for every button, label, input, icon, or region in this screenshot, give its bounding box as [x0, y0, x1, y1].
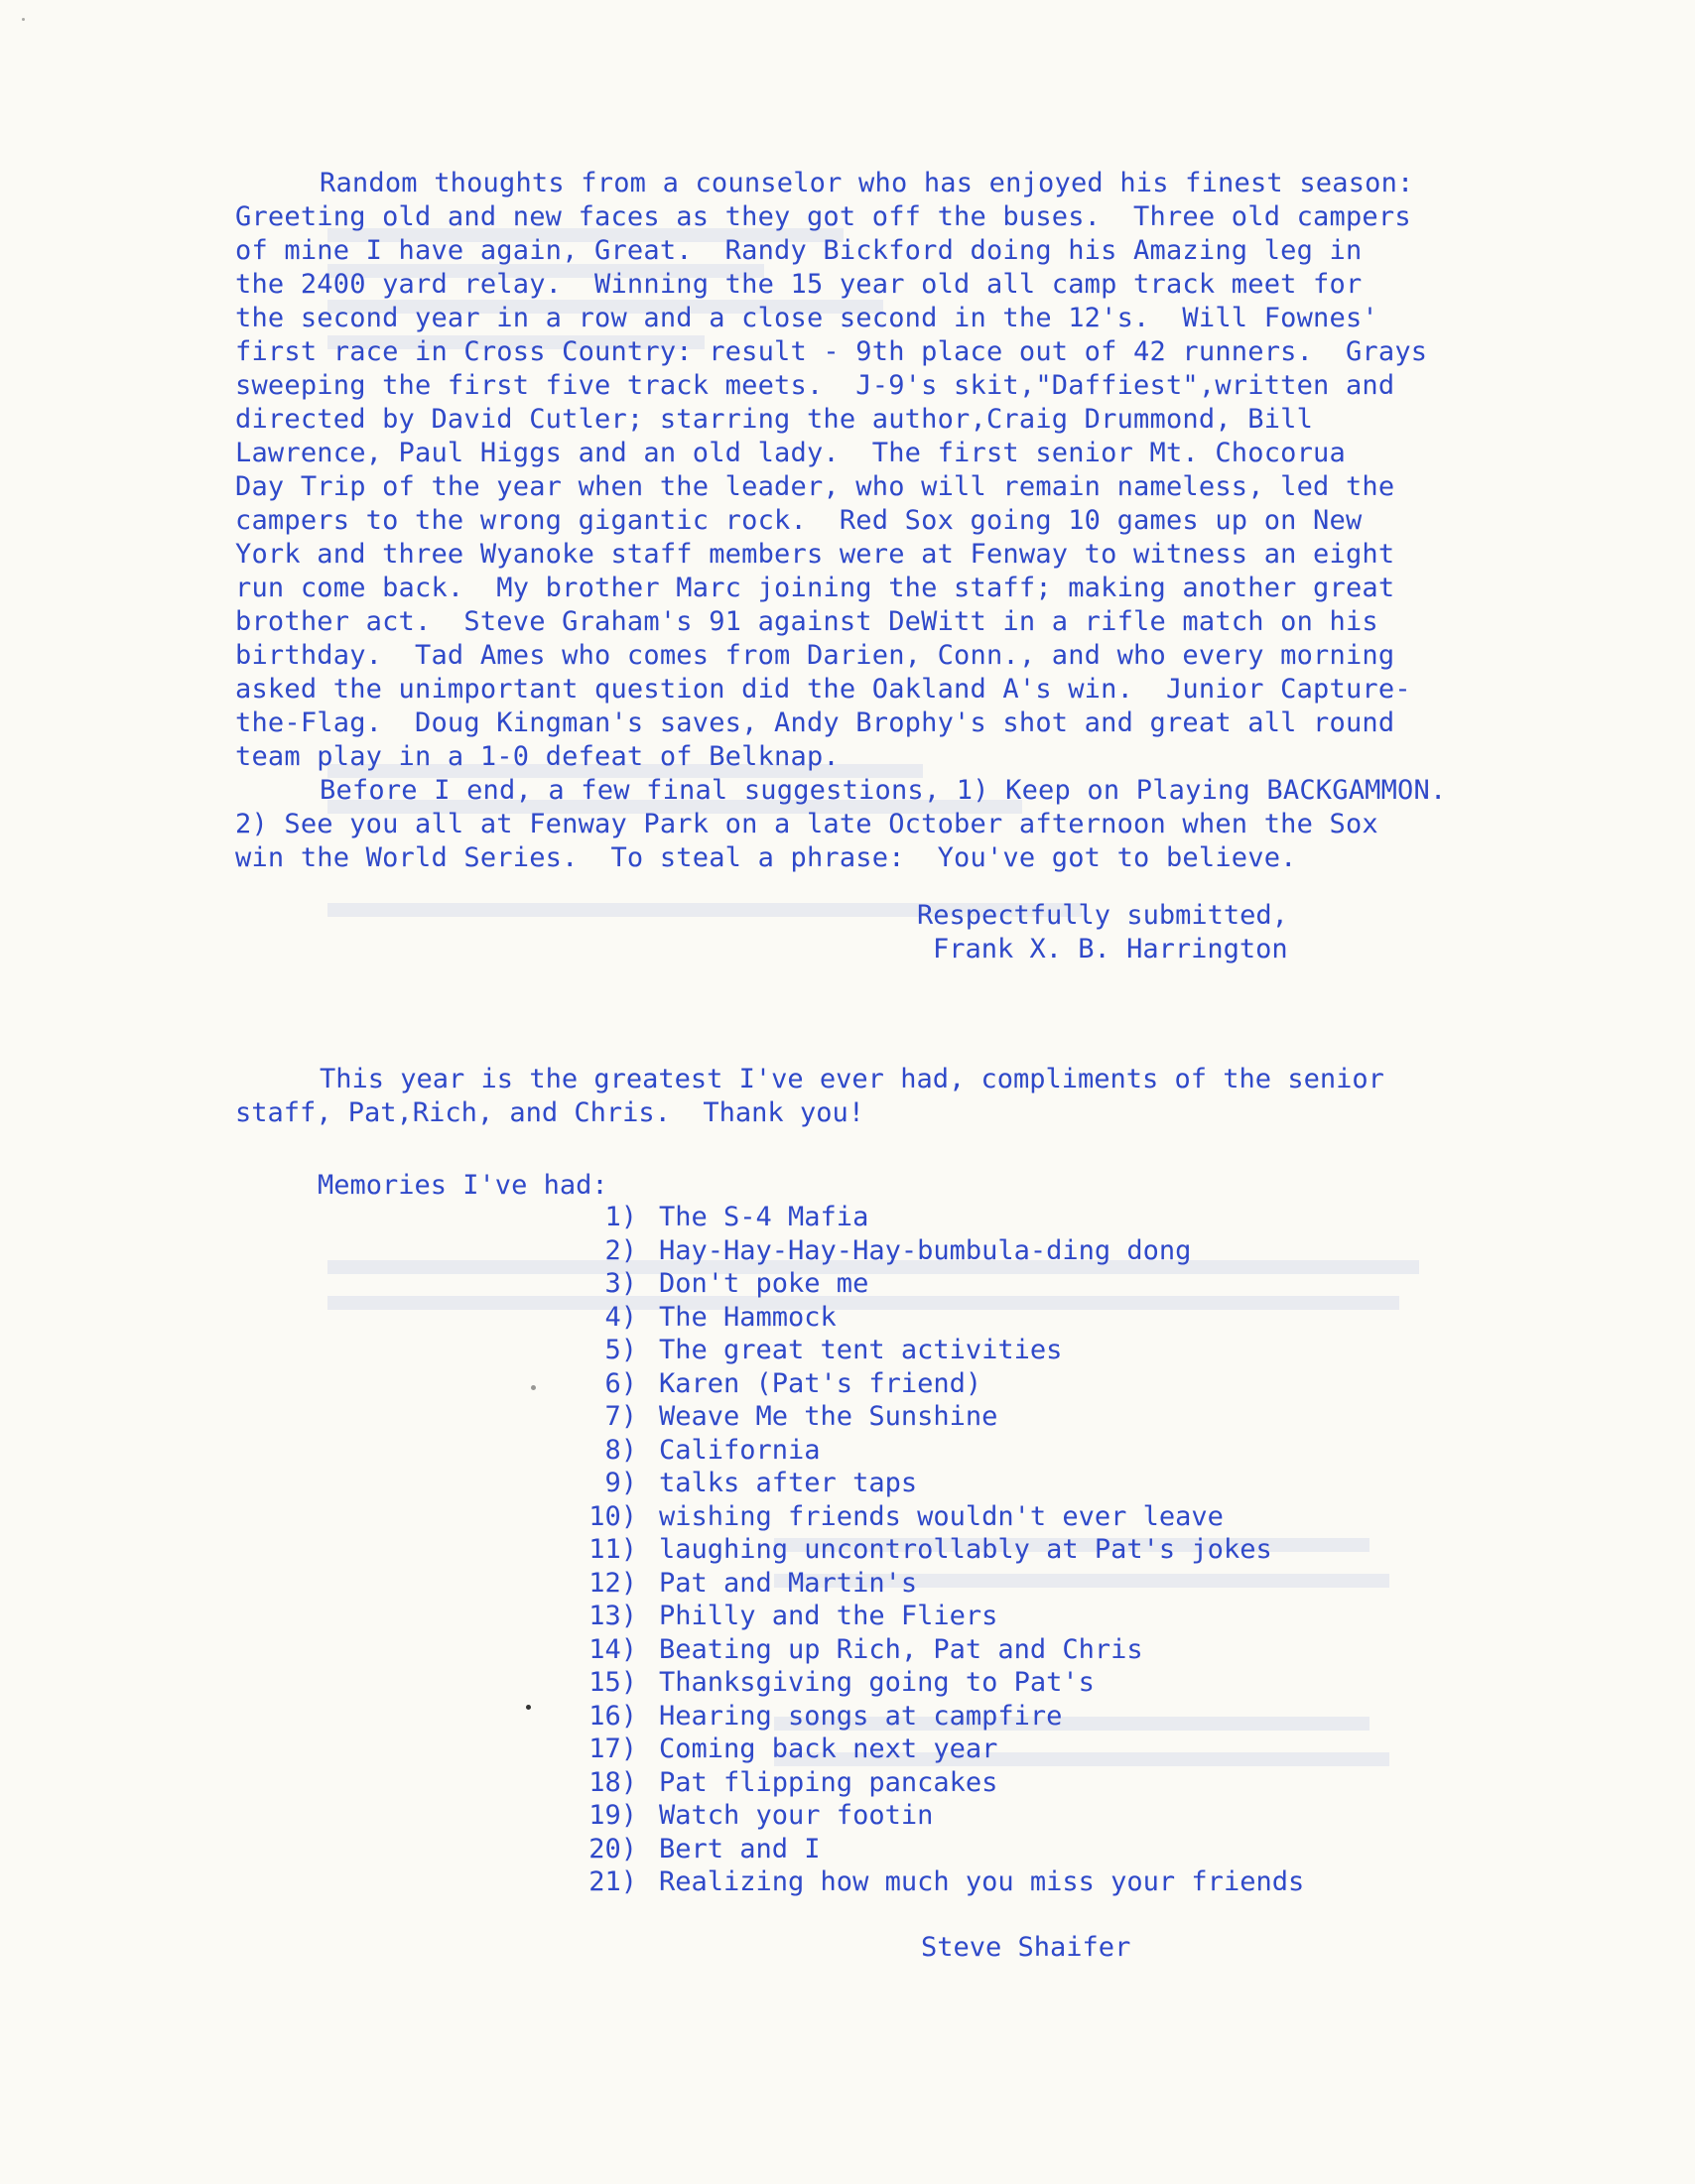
essay-line: first race in Cross Country: result - 9th place out of 42 runners. Grays — [235, 336, 1428, 367]
essay-line: sweeping the first five track meets. J-9's skit,"Daffiest",written and — [235, 370, 1395, 401]
essay-line: the second year in a row and a close second in the 12's. Will Fownes' — [235, 303, 1378, 333]
item-text: Hay-Hay-Hay-Hay-bumbula-ding dong — [659, 1234, 1192, 1266]
item-number: 18) — [588, 1766, 637, 1798]
essay-line: Lawrence, Paul Higgs and an old lady. The first senior Mt. Chocorua — [235, 438, 1346, 468]
essay-line: team play in a 1-0 defeat of Belknap. — [235, 741, 840, 772]
item-text: talks after taps — [659, 1468, 918, 1498]
essay-line: Random thoughts from a counselor who has enjoyed his finest season: — [320, 168, 1414, 198]
item-text: Realizing how much you miss your friends — [659, 1866, 1305, 1897]
list-item — [556, 1201, 1304, 1234]
item-text: The S-4 Mafia — [659, 1202, 869, 1232]
closing-line: Respectfully submitted, — [917, 900, 1288, 931]
essay-line: York and three Wyanoke staff members were at Fenway to witness an eight — [235, 539, 1395, 570]
item-number: 3) — [604, 1268, 637, 1299]
item-number: 1) — [604, 1202, 637, 1232]
item-text: California — [659, 1434, 821, 1466]
item-number: 4) — [604, 1301, 637, 1333]
item-text: Karen (Pat's friend) — [659, 1367, 982, 1399]
author-signature: Steve Shaifer — [921, 1932, 1131, 1963]
item-number: 20) — [588, 1833, 637, 1864]
list-item — [556, 1234, 1304, 1268]
essay-line: win the World Series. To steal a phrase: You've got to believe. — [235, 842, 1297, 873]
item-text: Philly and the Fliers — [659, 1601, 998, 1631]
item-text: laughing uncontrollably at Pat's jokes — [659, 1534, 1272, 1565]
list-item — [556, 1733, 1304, 1766]
memories-heading: Memories I've had: — [318, 1170, 608, 1201]
list-item — [556, 1400, 1304, 1434]
item-text: Thanksgiving going to Pat's — [659, 1667, 1095, 1698]
item-text: The Hammock — [659, 1301, 837, 1333]
item-number: 13) — [588, 1601, 637, 1631]
item-number: 6) — [604, 1367, 637, 1399]
item-number: 14) — [588, 1633, 637, 1665]
essay-line: run come back. My brother Marc joining the staff; making another great — [235, 573, 1395, 603]
list-item — [556, 1301, 1304, 1335]
essay-line: directed by David Cutler; starring the author,Craig Drummond, Bill — [235, 404, 1314, 435]
item-text: Pat and Martin's — [659, 1567, 918, 1599]
list-item — [556, 1334, 1304, 1367]
list-item — [556, 1500, 1304, 1534]
memories-list — [556, 1201, 1304, 1899]
item-number: 15) — [588, 1667, 637, 1698]
paper-speck — [531, 1385, 536, 1390]
item-number: 16) — [588, 1700, 637, 1732]
essay-line: the 2400 yard relay. Winning the 15 year old all camp track meet for — [235, 269, 1363, 300]
item-number: 19) — [588, 1800, 637, 1831]
list-item — [556, 1865, 1304, 1899]
list-item — [556, 1700, 1304, 1734]
item-number: 5) — [604, 1335, 637, 1365]
list-item — [556, 1799, 1304, 1833]
essay-line: Greeting old and new faces as they got off the buses. Three old campers — [235, 201, 1411, 232]
essay-line: 2) See you all at Fenway Park on a late October afternoon when the Sox — [235, 809, 1378, 839]
item-text: Bert and I — [659, 1833, 821, 1864]
list-item — [556, 1833, 1304, 1866]
counselor-essay — [235, 167, 1446, 875]
item-text: Weave Me the Sunshine — [659, 1401, 998, 1432]
item-number: 10) — [588, 1500, 637, 1532]
item-text: Coming back next year — [659, 1734, 998, 1764]
essay-line: Day Trip of the year when the leader, who will remain nameless, led the — [235, 471, 1395, 502]
list-item — [556, 1633, 1304, 1667]
list-item — [556, 1434, 1304, 1468]
item-number: 11) — [588, 1534, 637, 1565]
item-number: 7) — [604, 1401, 637, 1432]
essay-line: brother act. Steve Graham's 91 against DeWitt in a rifle match on his — [235, 606, 1378, 637]
thanks-line-2: staff, Pat,Rich, and Chris. Thank you! — [235, 1097, 864, 1128]
list-item — [556, 1267, 1304, 1301]
list-item — [556, 1467, 1304, 1500]
list-item — [556, 1567, 1304, 1601]
essay-line: the-Flag. Doug Kingman's saves, Andy Brophy's shot and great all round — [235, 707, 1395, 738]
item-text: The great tent activities — [659, 1335, 1063, 1365]
essay-line: birthday. Tad Ames who comes from Darien, Conn., and who every morning — [235, 640, 1395, 671]
paper-speck — [526, 1705, 531, 1710]
item-text: Don't poke me — [659, 1268, 869, 1299]
signature-harrington: Frank X. B. Harrington — [933, 934, 1288, 964]
item-number: 2) — [604, 1234, 637, 1266]
item-number: 21) — [588, 1866, 637, 1897]
item-text: Watch your footin — [659, 1800, 934, 1831]
item-text: Beating up Rich, Pat and Chris — [659, 1633, 1143, 1665]
list-item — [556, 1367, 1304, 1401]
essay-line: campers to the wrong gigantic rock. Red Sox going 10 games up on New — [235, 505, 1363, 536]
item-text: wishing friends wouldn't ever leave — [659, 1500, 1224, 1532]
list-item — [556, 1766, 1304, 1800]
item-number: 9) — [604, 1468, 637, 1498]
item-number: 17) — [588, 1734, 637, 1764]
essay-line: Before I end, a few final suggestions, 1) Keep on Playing BACKGAMMON. — [320, 775, 1447, 806]
item-number: 8) — [604, 1434, 637, 1466]
thanks-line-1: This year is the greatest I've ever had, compliments of the senior — [320, 1064, 1384, 1094]
list-item — [556, 1533, 1304, 1567]
essay-line: of mine I have again, Great. Randy Bickford doing his Amazing leg in — [235, 235, 1363, 266]
item-text: Hearing songs at campfire — [659, 1700, 1063, 1732]
item-text: Pat flipping pancakes — [659, 1766, 998, 1798]
paper-speck — [22, 18, 25, 21]
essay-line: asked the unimportant question did the Oakland A's win. Junior Capture- — [235, 674, 1411, 705]
item-number: 12) — [588, 1567, 637, 1599]
list-item — [556, 1600, 1304, 1633]
list-item — [556, 1666, 1304, 1700]
